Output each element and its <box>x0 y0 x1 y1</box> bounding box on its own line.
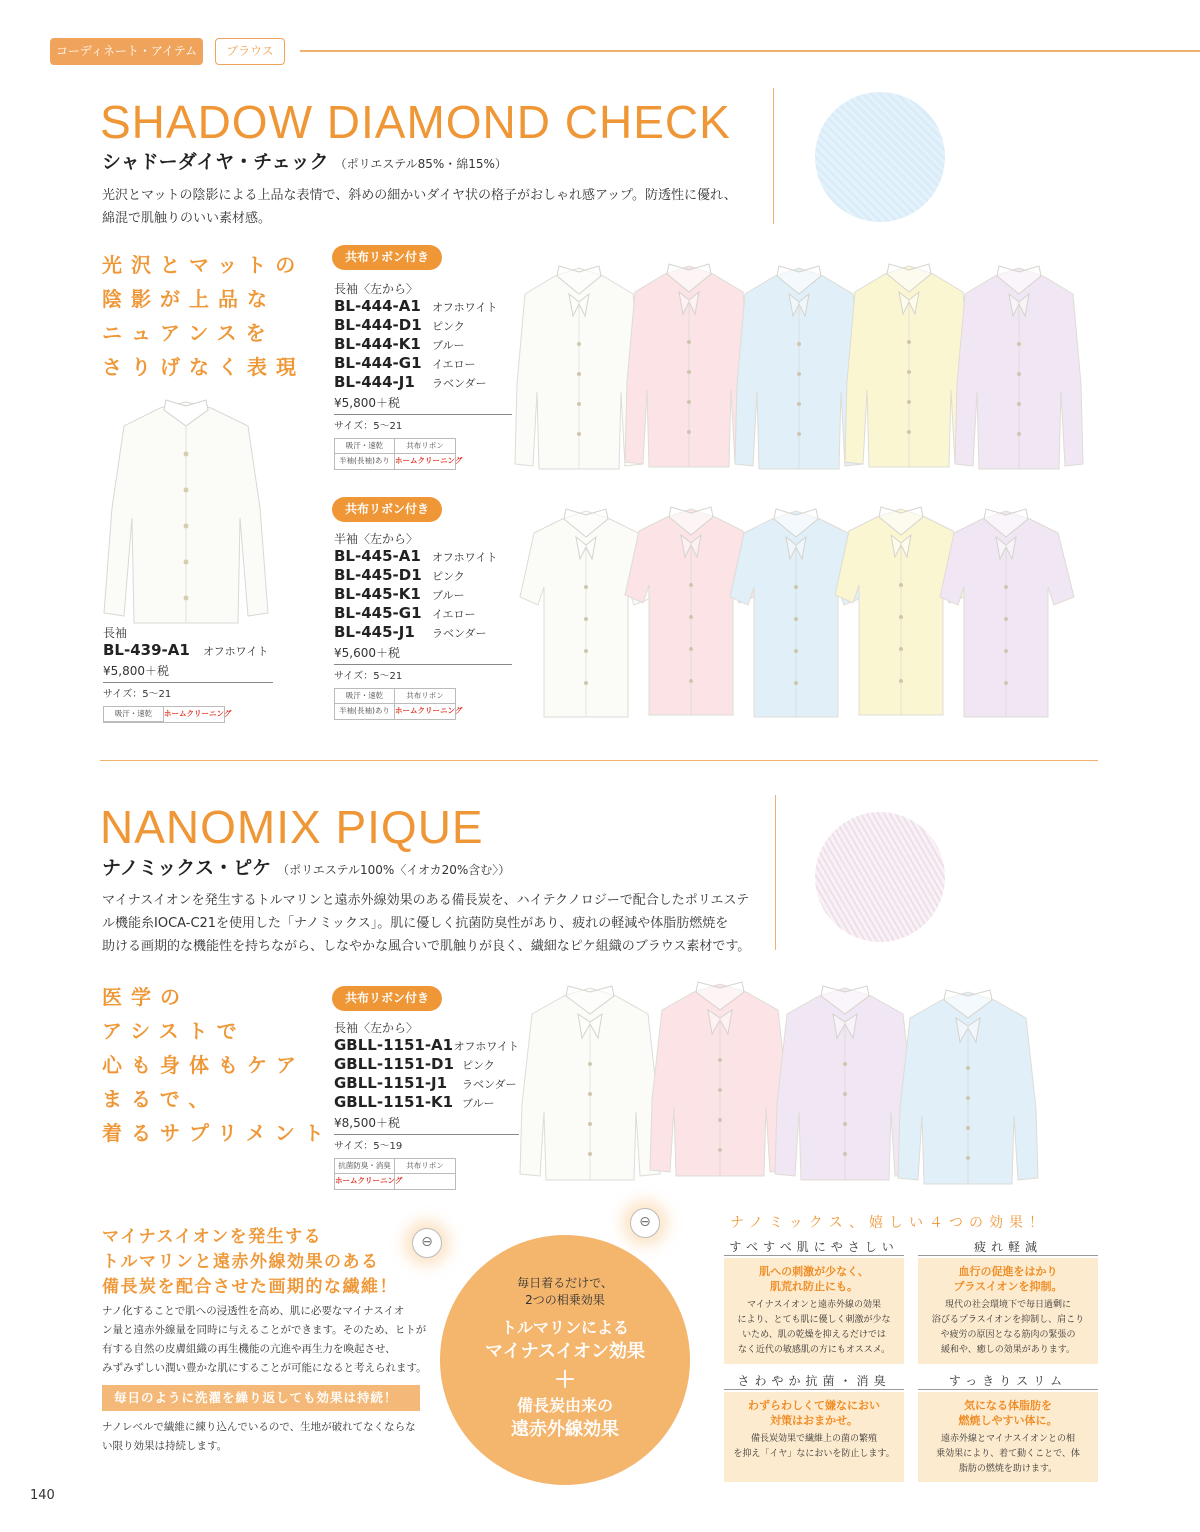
feature-cell: 半袖(長袖)あり <box>335 454 395 469</box>
product-rule <box>334 664 512 665</box>
section2-desc-line: 助ける画期的な機能性を持ちながら、しなやかな風合いで肌触りが良く、繊細なピケ組織のブラウス素材です。 <box>102 939 751 954</box>
circle-line: 毎日着るだけで、 <box>517 1276 613 1290</box>
product-color: ラベンダー <box>432 627 487 640</box>
circle-effect2-label: 備長炭由来の <box>516 1396 613 1415</box>
circle-effect1-title: マイナスイオン効果 <box>484 1341 646 1362</box>
product-color: ラベンダー <box>432 377 487 390</box>
product-row <box>334 335 512 354</box>
product-code: GBLL-1151-J1 <box>334 1074 448 1092</box>
product-code: BL-445-J1 <box>334 623 415 641</box>
feature-cell: 抗菌防臭・消臭 <box>335 1159 395 1174</box>
section1-desc-line: 光沢とマットの陰影による上品な表情で、斜めの細かいダイヤ状の格子がおしゃれ感アップ。防透性に優れ、 <box>102 188 737 203</box>
effect-heading: 疲れ軽減 <box>918 1238 1098 1256</box>
product-color: イエロー <box>432 608 476 621</box>
section2-desc-line: マイナスイオンを発生するトルマリンと遠赤外線効果のある備長炭を、ハイテクノロジーで配合したポリエステ <box>102 893 750 908</box>
category-tag: コーディネート・アイテム <box>50 38 203 65</box>
product-row <box>334 1093 519 1112</box>
effect-body-line: 備長炭効果で繊維上の菌の繁殖 <box>750 1434 877 1444</box>
feature-table <box>334 1158 456 1190</box>
product-row <box>334 297 512 316</box>
product-color: オフホワイト <box>432 301 498 314</box>
shirts-bl-445-row <box>520 505 1120 720</box>
product-code: BL-439-A1 <box>103 641 190 659</box>
catch-line: 心も身体もケア <box>102 1053 305 1077</box>
circle-effect1-label: トルマリンによる <box>500 1318 629 1337</box>
product-code: BL-445-G1 <box>334 604 422 622</box>
section1-composition: （ポリエステル85%・綿15%） <box>334 157 507 171</box>
effect-body-line: マイナスイオンと遠赤外線の効果 <box>746 1300 881 1310</box>
section2-description <box>102 889 772 958</box>
product-row <box>334 585 512 604</box>
product-group-gbll-1151 <box>334 1020 519 1190</box>
product-price: ¥5,800＋税 <box>334 396 400 410</box>
page-number: 140 <box>30 1488 55 1503</box>
feature-table <box>103 706 232 723</box>
effect-body-line: を抑え「イヤ」なにおいを防止します。 <box>733 1449 895 1459</box>
effect-box <box>918 1258 1098 1364</box>
effect-body-line: 脂肪の燃焼を助けます。 <box>958 1464 1058 1474</box>
effect-highlight: 肌への刺激が少なく、 <box>759 1265 869 1278</box>
product-row <box>334 1036 519 1055</box>
catch-line: まるで、 <box>102 1087 218 1111</box>
product-row <box>103 641 273 660</box>
effect-heading: すっきりスリム <box>918 1372 1098 1390</box>
product-code: GBLL-1151-A1 <box>334 1036 454 1054</box>
section1-title-en: SHADOW DIAMOND CHECK <box>100 96 731 148</box>
product-row <box>334 1055 519 1074</box>
product-color: ラベンダー <box>462 1078 517 1091</box>
fiber-headline-line: 備長炭を配合させた画期的な繊維！ <box>102 1277 398 1297</box>
effect-body-line: いため、肌の乾燥を抑えるだけでは <box>742 1330 886 1340</box>
product-bl-439 <box>103 625 273 723</box>
fiber-body-line: 有する自然の皮膚組織の再生機能の亢進や再生力を喚起させ、 <box>102 1343 396 1355</box>
circle-line: 2つの相乗効果 <box>525 1293 605 1307</box>
circle-plus: ＋ <box>553 1368 576 1393</box>
product-code: GBLL-1151-K1 <box>334 1093 454 1111</box>
effect-body <box>924 1298 1092 1358</box>
feature-cell: 共布リボン <box>395 689 455 704</box>
minus-ion-icon: ⊖ <box>630 1208 660 1238</box>
fiber-headline <box>102 1225 398 1300</box>
synergy-circle <box>440 1235 690 1485</box>
effect-box <box>724 1392 904 1482</box>
product-code: BL-445-K1 <box>334 585 421 603</box>
feature-cell-empty <box>395 1174 455 1189</box>
shirt-bl-444-j1 <box>955 266 1083 469</box>
product-color: ピンク <box>432 320 465 333</box>
section1-catchphrase <box>102 248 305 384</box>
section2-title-jp-text: ナノミックス・ピケ <box>102 857 272 879</box>
product-price: ¥8,500＋税 <box>334 1116 400 1130</box>
shirt-bl-444-g1 <box>845 264 973 467</box>
product-lead: 長袖〈左から〉 <box>334 282 419 296</box>
shirts-bl-444-row <box>515 262 1115 472</box>
effect-heading: さわやか抗菌・消臭 <box>724 1372 904 1390</box>
effect-body-line: なく近代の敏感肌の方にもオススメ。 <box>737 1345 891 1355</box>
section2-title-jp <box>102 853 510 880</box>
effect-body-line: 浴びるプラスイオンを抑制し、肩こり <box>931 1315 1085 1325</box>
shirt-bl-444-k1 <box>735 266 863 469</box>
effect-body-line: 遠赤外線とマイナスイオンとの相 <box>940 1434 1075 1444</box>
shirt-bl-444-d1 <box>625 264 753 467</box>
shirt-gbll-1151-d1 <box>650 982 790 1176</box>
product-rule <box>334 1134 519 1135</box>
product-row <box>334 1074 519 1093</box>
section1-description <box>102 184 772 230</box>
subcategory-tag: ブラウス <box>215 38 285 65</box>
product-code: BL-444-A1 <box>334 297 421 315</box>
ribbon-badge: 共布リボン付き <box>332 245 442 270</box>
product-code: BL-444-J1 <box>334 373 415 391</box>
shirt-gbll-1151-k1 <box>898 990 1038 1184</box>
product-color: ピンク <box>432 570 465 583</box>
effect-body-line: 乗効果により、着て動くことで、体 <box>936 1449 1080 1459</box>
feature-cell: 吸汗・速乾 <box>335 439 395 454</box>
fiber-note-line: い限り効果は持続します。 <box>102 1440 228 1452</box>
section1-title-jp-text: シャドーダイヤ・チェック <box>102 151 329 173</box>
product-row <box>334 547 512 566</box>
fabric-swatch-shadow-diamond <box>815 92 945 222</box>
product-code: BL-445-A1 <box>334 547 421 565</box>
product-lead: 長袖〈左から〉 <box>334 1021 419 1035</box>
product-code: BL-444-D1 <box>334 316 422 334</box>
section2-composition: （ポリエステル100%〈イオカ20%含む〉） <box>277 863 511 877</box>
fiber-note-line: ナノレベルで繊維に練り込んでいるので、生地が破れてなくならな <box>102 1421 416 1433</box>
section2-desc-line: ル機能糸IOCA-C21を使用した「ナノミックス」。肌に優しく抗菌防臭性があり、疲れの軽減や体脂肪燃焼を <box>102 916 729 931</box>
product-color: オフホワイト <box>203 645 269 658</box>
effect-heading: すべすべ肌にやさしい <box>724 1238 904 1256</box>
product-row <box>334 316 512 335</box>
ribbon-badge: 共布リボン付き <box>332 497 442 522</box>
feature-cell: 吸汗・速乾 <box>104 707 164 722</box>
effect-body-line: や疲労の原因となる筋肉の緊張の <box>940 1330 1076 1340</box>
product-row <box>334 604 512 623</box>
product-size: サイズ：5～19 <box>334 1141 403 1152</box>
product-rule <box>103 682 273 683</box>
product-group-bl-444 <box>334 281 512 470</box>
shirt-gbll-1151-a1 <box>520 986 660 1180</box>
shirt-gbll-1151-j1 <box>775 986 915 1180</box>
section2-vertical-rule <box>775 795 776 950</box>
shirt-bl-445-a1 <box>520 509 654 717</box>
product-color: ブルー <box>432 339 465 352</box>
effect-highlight: 気になる体脂肪を <box>964 1399 1052 1412</box>
effect-box <box>724 1258 904 1364</box>
fabric-swatch-nanomix-pique <box>815 812 945 942</box>
feature-cell-home-cleaning: ホームクリーニング <box>395 706 463 715</box>
effect-body-line: により、とても肌に優しく刺激が少な <box>737 1315 891 1325</box>
feature-cell-home-cleaning: ホームクリーニング <box>395 456 463 465</box>
effects-title: ナノミックス、嬉しい４つの効果！ <box>730 1215 1050 1231</box>
product-row <box>334 373 512 392</box>
shirt-bl-445-d1 <box>625 507 759 715</box>
feature-cell-home-cleaning: ホームクリーニング <box>164 709 232 718</box>
effect-highlight: 血行の促進をはかり <box>958 1265 1058 1278</box>
feature-table <box>334 438 463 470</box>
catch-line: さりげなく表現 <box>102 355 305 379</box>
product-price: ¥5,600＋税 <box>334 646 400 660</box>
durability-bar: 毎日のように洗濯を繰り返しても効果は持続！ <box>102 1385 420 1411</box>
feature-cell: 半袖(長袖)あり <box>335 704 395 719</box>
header-divider <box>300 50 1200 52</box>
product-lead: 長袖 <box>103 626 128 640</box>
minus-ion-icon: ⊖ <box>412 1228 442 1258</box>
effect-highlight: 燃焼しやすい体に。 <box>958 1414 1058 1427</box>
section2-catchphrase <box>102 980 333 1150</box>
product-color: オフホワイト <box>453 1040 519 1053</box>
catch-line: 着るサプリメント <box>102 1121 333 1145</box>
shirt-bl-445-j1 <box>940 509 1074 717</box>
shirt-bl-445-g1 <box>835 507 969 715</box>
product-color: ブルー <box>432 589 465 602</box>
product-size: サイズ：5～21 <box>334 421 403 432</box>
catch-line: 光沢とマットの <box>102 253 305 277</box>
catch-line: 陰影が上品な <box>102 287 276 311</box>
ribbon-badge: 共布リボン付き <box>332 986 442 1011</box>
product-group-bl-445 <box>334 531 512 720</box>
fiber-headline-line: トルマリンと遠赤外線効果のある <box>102 1252 380 1272</box>
effect-highlight: プラスイオンを抑制。 <box>953 1280 1063 1293</box>
product-row <box>334 354 512 373</box>
effect-box <box>918 1392 1098 1482</box>
shirts-gbll-1151-row <box>520 980 1040 1180</box>
effect-highlight: 肌荒れ防止にも。 <box>770 1280 858 1293</box>
product-size: サイズ：5～21 <box>334 671 403 682</box>
feature-cell: 吸汗・速乾 <box>335 689 395 704</box>
product-color: オフホワイト <box>432 551 498 564</box>
fiber-body-line: みずみずしい潤い豊かな肌にすることが可能になると考えられます。 <box>102 1362 427 1374</box>
product-size: サイズ：5～21 <box>103 689 172 700</box>
product-color: イエロー <box>432 358 476 371</box>
section1-title-jp <box>102 147 507 174</box>
shirt-bl-445-k1 <box>730 509 864 717</box>
product-price: ¥5,800＋税 <box>103 664 169 678</box>
shirt-bl-444-a1 <box>515 266 643 469</box>
catch-line: ニュアンスを <box>102 321 275 345</box>
effect-body <box>730 1432 898 1462</box>
catch-line: 医学の <box>102 985 189 1009</box>
effect-highlight: わずらわしくて嫌なにおい <box>748 1399 880 1412</box>
section2-title-en: NANOMIX PIQUE <box>100 801 484 853</box>
effect-body <box>924 1432 1092 1477</box>
feature-cell-home-cleaning: ホームクリーニング <box>335 1174 395 1189</box>
product-code: GBLL-1151-D1 <box>334 1055 454 1073</box>
effect-highlight: 対策はおまかせ。 <box>770 1414 858 1427</box>
shirt-bl-439-a1 <box>98 398 273 626</box>
product-row <box>334 566 512 585</box>
fiber-body <box>102 1302 432 1378</box>
product-color: ピンク <box>462 1059 495 1072</box>
circle-effect2-title: 遠赤外線効果 <box>511 1419 619 1440</box>
product-lead: 半袖〈左から〉 <box>334 532 419 546</box>
catch-line: アシストで <box>102 1019 246 1043</box>
feature-cell: 共布リボン <box>395 439 455 454</box>
effect-body-line: 現代の社会環境下で毎日過剰に <box>944 1300 1071 1310</box>
section1-desc-line: 綿混で肌触りのいい素材感。 <box>102 211 272 226</box>
product-code: BL-444-K1 <box>334 335 421 353</box>
product-color: ブルー <box>462 1097 495 1110</box>
fiber-body-line: ン量と遠赤外線量を同時に与えることができます。そのため、ヒトが <box>102 1324 427 1336</box>
section-divider <box>100 760 1098 761</box>
fiber-body-line: ナノ化することで肌への浸透性を高め、肌に必要なマイナスイオ <box>102 1305 405 1317</box>
effect-body <box>730 1298 898 1358</box>
product-code: BL-444-G1 <box>334 354 422 372</box>
feature-cell: 共布リボン <box>395 1159 455 1174</box>
product-row <box>334 623 512 642</box>
product-code: BL-445-D1 <box>334 566 422 584</box>
feature-table <box>334 688 463 720</box>
product-rule <box>334 414 512 415</box>
section1-vertical-rule <box>773 88 774 224</box>
effect-body-line: 緩和や、癒しの効果があります。 <box>940 1345 1076 1355</box>
fiber-note <box>102 1418 432 1456</box>
fiber-headline-line: マイナスイオンを発生する <box>102 1227 323 1247</box>
